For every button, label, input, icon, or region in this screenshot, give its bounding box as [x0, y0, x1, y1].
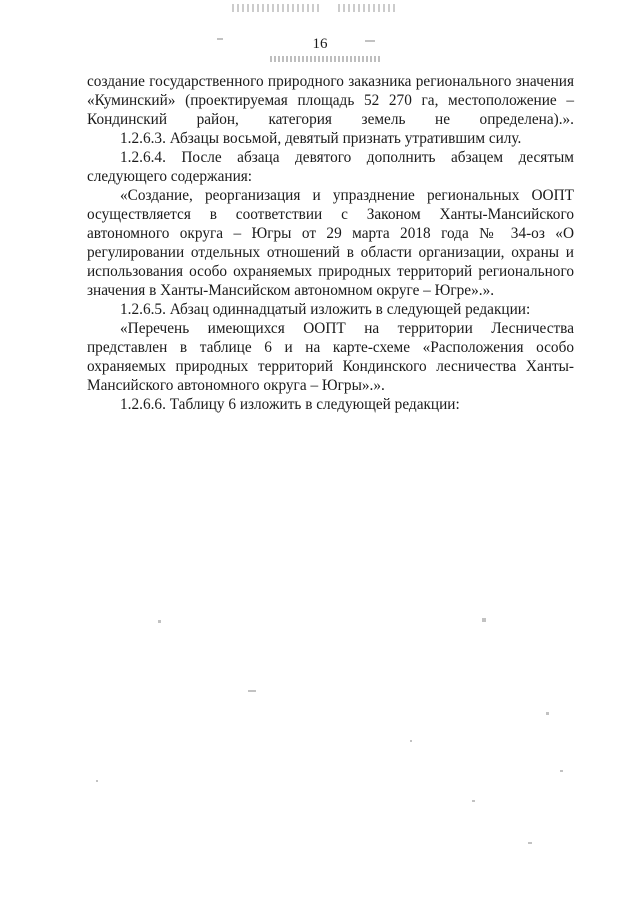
scan-artifact — [482, 618, 486, 622]
page-number: 16 — [312, 36, 328, 52]
scan-artifact — [338, 4, 398, 12]
scan-artifact — [546, 712, 549, 715]
paragraph-quote-list: «Перечень имеющихся ООПТ на территории Лесничества представлен в таблице 6 и на карте-схеме «Расположения особо охраняемых природных территорий Кондинского лесничества Ханты-Мансийского автономного округа – Югры».». — [87, 320, 574, 394]
paragraph-1-2-6-4: 1.2.6.4. После абзаца девятого дополнить абзацем десятым следующего содержания: — [87, 149, 574, 185]
scan-artifact — [410, 740, 412, 742]
document-body — [87, 72, 574, 414]
scan-artifact — [158, 620, 161, 623]
scan-artifact — [270, 56, 380, 62]
scan-artifact — [248, 690, 256, 692]
paragraph-1-2-6-3: 1.2.6.3. Абзацы восьмой, девятый признать утратившим силу. — [120, 130, 522, 147]
scan-artifact — [560, 770, 563, 772]
scan-artifact — [528, 842, 532, 844]
paragraph-1-2-6-5: 1.2.6.5. Абзац одиннадцатый изложить в следующей редакции: — [120, 301, 531, 318]
paragraph-1-2-6-6: 1.2.6.6. Таблицу 6 изложить в следующей редакции: — [120, 396, 460, 413]
paragraph-quote-creation: «Создание, реорганизация и упразднение региональных ООПТ осуществляется в соответствии с Законом Ханты-Мансийского автономного округа – Югры от 29 марта 2018 года № 34-оз «О регулировании отдельных отношений в области организации, охраны и использования особо охраняемых природных территорий регионального значения в Ханты-Мансийском автономном округе – Югре».». — [87, 187, 574, 299]
scan-artifact — [232, 4, 322, 12]
scan-artifact — [472, 800, 475, 802]
paragraph-continuation: создание государственного природного заказника регионального значения «Куминский» (проектируемая площадь 52 270 га, местоположение – Кондинский район, категория земель не определена).». — [87, 73, 574, 128]
scan-artifact — [96, 780, 98, 782]
